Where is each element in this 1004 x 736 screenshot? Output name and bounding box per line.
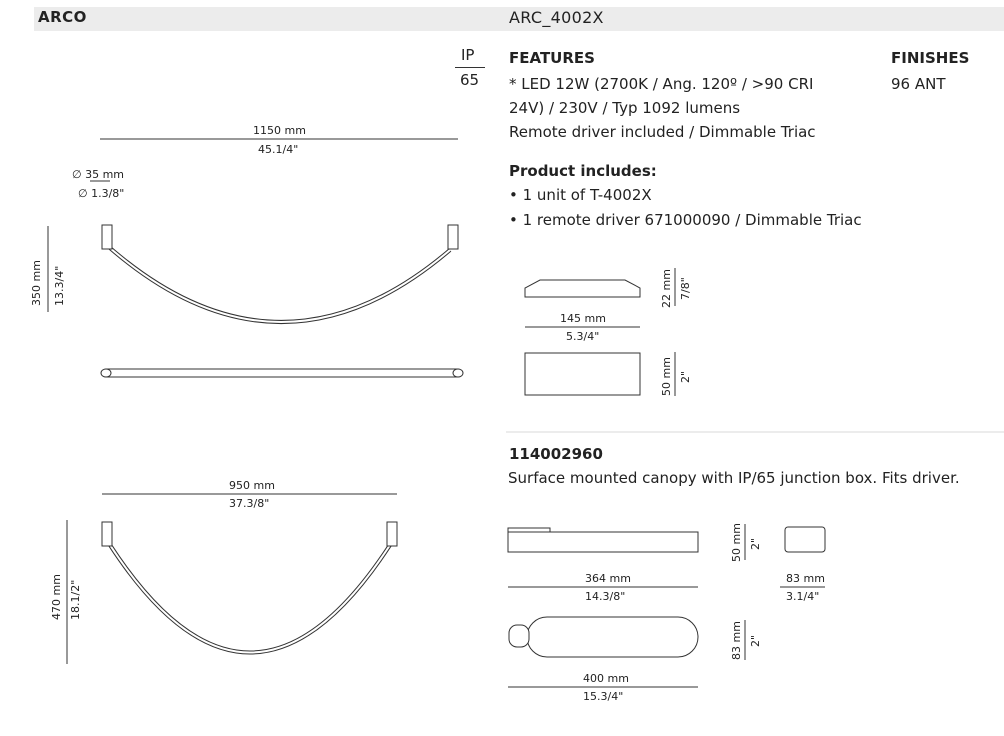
dim-width-mm: 1150 mm bbox=[253, 124, 306, 137]
driver-depth-in: 2" bbox=[679, 370, 692, 383]
dim-diameter-in: ∅ 1.3/8" bbox=[78, 187, 125, 200]
arc-lamp-2-inner bbox=[110, 545, 390, 653]
driver-thick-in: 7/8" bbox=[679, 277, 692, 300]
ip-value: 65 bbox=[460, 71, 480, 89]
tube-end-right bbox=[453, 369, 463, 377]
canopy-end-view bbox=[785, 527, 825, 552]
arc-lamp-top-view bbox=[102, 369, 462, 377]
dim-height-in: 13.3/4" bbox=[53, 265, 66, 306]
canopy-description: Surface mounted canopy with IP/65 junction box. Fits driver. bbox=[508, 469, 960, 487]
canopy-h-mm: 50 mm bbox=[730, 523, 743, 562]
canopy-plate bbox=[508, 528, 550, 532]
canopy-h-in: 2" bbox=[749, 537, 762, 550]
finishes-title: FINISHES bbox=[891, 49, 970, 67]
canopy-w-mm: 83 mm bbox=[730, 621, 743, 660]
driver-width-in: 5.3/4" bbox=[566, 330, 600, 343]
driver-thick-mm: 22 mm bbox=[660, 269, 673, 308]
feature-line: * LED 12W (2700K / Ang. 120º / >90 CRI bbox=[509, 75, 814, 93]
ip-label: IP bbox=[461, 46, 475, 64]
feature-line: 24V) / 230V / Typ 1092 lumens bbox=[509, 99, 741, 117]
dim-height2-mm: 470 mm bbox=[50, 574, 63, 620]
feature-line: Remote driver included / Dimmable Triac bbox=[509, 123, 816, 141]
canopy-small-mm: 83 mm bbox=[786, 572, 825, 585]
end-cap-right bbox=[448, 225, 458, 249]
driver-width-mm: 145 mm bbox=[560, 312, 606, 325]
canopy-code: 114002960 bbox=[509, 445, 603, 463]
section-divider bbox=[506, 431, 1004, 433]
dim-diameter-mm: ∅ 35 mm bbox=[72, 168, 125, 181]
dim-height-mm: 350 mm bbox=[30, 260, 43, 306]
includes-title: Product includes: bbox=[509, 162, 657, 180]
canopy-gland bbox=[509, 625, 529, 647]
canopy-len-in: 14.3/8" bbox=[585, 590, 626, 603]
canopy-side-view bbox=[508, 532, 698, 552]
tube-end-left bbox=[101, 369, 111, 377]
end-cap-left bbox=[102, 225, 112, 249]
brand-name: ARCO bbox=[38, 8, 87, 26]
canopy-small-in: 3.1/4" bbox=[786, 590, 820, 603]
model-code: ARC_4002X bbox=[509, 8, 604, 27]
canopy-len-mm: 364 mm bbox=[585, 572, 631, 585]
dim-width2-mm: 950 mm bbox=[229, 479, 275, 492]
canopy-plan-view bbox=[527, 617, 698, 657]
includes-item: • 1 unit of T-4002X bbox=[509, 186, 652, 204]
driver-side-view bbox=[525, 280, 640, 297]
canopy-plan-in: 15.3/4" bbox=[583, 690, 624, 703]
features-title: FEATURES bbox=[509, 49, 595, 67]
canopy-w-in: 2" bbox=[749, 634, 762, 647]
finish-value: 96 ANT bbox=[891, 75, 946, 93]
canopy-plan-mm: 400 mm bbox=[583, 672, 629, 685]
driver-top-view bbox=[525, 353, 640, 395]
dim-width2-in: 37.3/8" bbox=[229, 497, 270, 510]
dim-height2-in: 18.1/2" bbox=[69, 579, 82, 620]
includes-item: • 1 remote driver 671000090 / Dimmable Triac bbox=[509, 211, 862, 229]
end-cap-left-2 bbox=[102, 522, 112, 546]
dim-width-in: 45.1/4" bbox=[258, 143, 299, 156]
driver-depth-mm: 50 mm bbox=[660, 357, 673, 396]
end-cap-right-2 bbox=[387, 522, 397, 546]
